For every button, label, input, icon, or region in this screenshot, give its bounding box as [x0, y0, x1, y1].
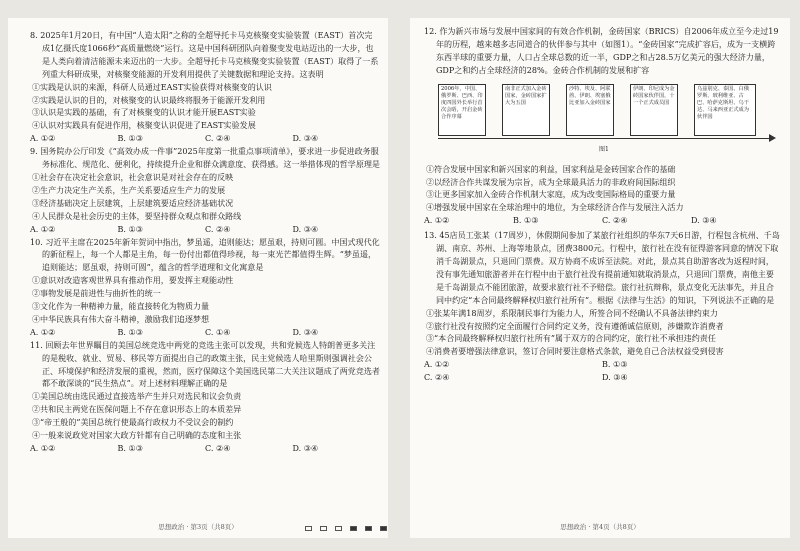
choice-b: B. ①③: [117, 134, 143, 144]
choice-b: B. ①③: [117, 444, 143, 453]
option-item: ④认识对实践具有促进作用，核聚变认识促进了EAST实验发展: [32, 121, 256, 131]
answer-choices: [424, 215, 780, 228]
option-item: ②事物发展是前进性与曲折性的统一: [32, 289, 161, 299]
option-item: ③“本合同最终解释权归旅行社所有”属于双方的合同约定，旅行社不承担违约责任: [426, 334, 716, 344]
timeline-box: 乌兹别克、泰国、白俄罗斯、玻利维亚、古巴、哈萨克斯坦、乌干达、马来西亚正式成为伙伴国: [694, 84, 756, 136]
choice-c: C. ②④: [205, 444, 231, 453]
option-item: ③认识是实践的基础，有了对核聚变的认识才能开展EAST实验: [32, 108, 256, 118]
option-item: ①意识对改造客观世界具有推动作用，要发挥主观能动性: [32, 276, 234, 286]
arrow-right-icon: [769, 134, 776, 142]
answer-choices: [30, 443, 380, 456]
option-item: ②以经济合作共谋发展为宗旨，成为全球最具活力的非政府间国际组织: [426, 177, 676, 187]
question-9: [30, 146, 380, 236]
option-item: ②共和民主两党在医保问题上不存在意识形态上的本质差异: [32, 405, 242, 415]
option-item: ④人民群众是社会历史的主体，要坚持群众观点和群众路线: [32, 211, 242, 221]
option-item: ①张某年满18周岁，系限制民事行为能力人，所签合同不经确认不具备法律约束力: [426, 308, 718, 318]
figure-label: 图1: [599, 145, 609, 153]
question-stem: 8. 2025年1月20日，有中国“人造太阳”之称的全超导托卡马克核聚变实验装置（EAST）首次完成1亿摄氏度1066秒“高质量燃烧”运行。这是中国科研团队向着聚变发电站迈出的一大步，也是人类向着清洁能源未来迈出的一大步。全超导托卡马克核聚变实验装置（EAST）取得了一系列重大科研成果，对核聚变能源的开发利用提供了关键数据和理论支持。这表明: [30, 31, 379, 79]
question-stem: 10. 习近平主席在2025年新年贺词中指出，梦虽遥，追则能达；愿虽艰，持则可圆。中国式现代化的新征程上，每一个人都是主角，每一份付出都值得珍视，每一束光芒都值得生辉。“梦虽遥，追则能达；愿虽艰，持则可圆”，蕴含的哲学道理和文化寓意是: [30, 237, 380, 273]
choice-d: D. ③④: [691, 216, 717, 226]
question-11: [30, 340, 380, 456]
option-item: ④中华民族具有伟大奋斗精神，激励我们追逐梦想: [32, 314, 210, 324]
option-item: ①实践是认识的来源，科研人员通过EAST实验获得对核聚变的认识: [32, 82, 272, 92]
choice-c: C. ②④: [205, 134, 231, 144]
option-item: ④一般来说政党对国家大政方针都有自己明确的态度和主张: [32, 431, 242, 441]
choice-d: D. ③④: [292, 327, 319, 337]
option-item: ④增强发展中国家在全球治理中的地位，为全球经济合作与发展注入活力: [426, 203, 684, 213]
choice-b: B. ①③: [117, 224, 143, 234]
choice-d: D. ③④: [602, 373, 628, 383]
question-stem: 9. 国务院办公厅印发《“高效办成一件事”2025年度第一批重点事项清单》，要求进一步促进政务服务标准化、规范化、便利化，持续提升企业和群众满意度、获得感。这一举措体现的哲学原理是: [30, 147, 380, 170]
choice-c: C. ②④: [602, 216, 628, 226]
option-item: ③让更多国家加入金砖合作机制大家庭，成为改变国际格局的重要力量: [426, 190, 676, 200]
choice-d: D. ③④: [292, 134, 319, 144]
option-item: ③文化作为一种精神力量，能直接转化为物质力量: [32, 302, 210, 312]
question-8: [30, 30, 380, 146]
answer-choices: [30, 224, 380, 237]
answer-choices: [30, 133, 380, 146]
choice-b: B. ①③: [117, 327, 143, 337]
option-item: ②实践是认识的目的，对核聚变的认识最终将服务于能源开发利用: [32, 95, 266, 105]
option-item: ②生产力决定生产关系，生产关系要适应生产力的发展: [32, 185, 226, 195]
page-dot: [365, 526, 372, 531]
answer-choices: [30, 327, 380, 340]
page-dot: [380, 526, 387, 531]
question-stem: 11. 回顾去年世界瞩目的美国总统竞选中两党的竞选主张可以发现，共和党候选人特朗普更多关注的是税收、就业、贸易、移民等方面提出自己的政策主张，民主党候选人哈里斯则强调社会公正、环境保护和经济发展的重视，然而，医疗保障这个美国选民第二大关注议题成了两党竞选者都不敢深谈的“民生热点”。对上述材料理解正确的是: [30, 340, 380, 389]
choice-a: A. ①②: [424, 360, 450, 370]
option-item: ③“帝王般的”美国总统行使最高行政权力不受议会的制约: [32, 418, 234, 428]
page-footer: 思想政治 · 第4页（共8页）: [560, 523, 640, 532]
choice-d: D. ③④: [292, 224, 319, 234]
choice-a: A. ①②: [30, 224, 56, 234]
choice-b: B. ①③: [602, 360, 628, 370]
page-dot: [350, 526, 357, 531]
choice-a: A. ①②: [30, 444, 56, 453]
timeline-axis: [438, 138, 770, 139]
timeline-box: 2006年，中国、俄罗斯、巴西、印度四国外长举行首次会晤，开启金砖合作序幕: [438, 84, 486, 136]
option-item: ①符合发展中国家和新兴国家的利益，国家利益是金砖国家合作的基础: [426, 164, 676, 174]
question-13: [424, 230, 780, 385]
option-item: ①美国总统由选民通过直接选举产生并只对选民和议会负责: [32, 392, 242, 402]
choice-a: A. ①②: [424, 216, 450, 226]
page-dot: [305, 526, 312, 531]
answer-choices: [424, 359, 780, 385]
question-12: [424, 26, 780, 228]
option-item: ②旅行社没有按照约定全面履行合同约定义务，没有遵循诚信原则，涉嫌欺诈消费者: [426, 321, 724, 331]
question-stem: 13. 45店员工张某（17周岁），休假期间参加了某旅行社组织的华东7天6日游，行程包含杭州、千岛湖、南京、苏州、上海等地景点，团费3800元。行程中，旅行社在没有征得游客同意的情况下取消千岛湖景点，只退回门票费。双方协商不成诉至法院。对此，景点其自助游客改为返程时间，没有事先通知旅游者并在行程中由于旅行社没有提前通知就取消景点，只退回门票费，南他主要是千岛湖景点不能团旅游，故要求旅行社不予赔偿。旅行社抗辩称，景点变化无法事先，并且合同中约定“本合同最终解释权归旅行社所有”。根据《法律与生活》的知识，下列说法不正确的是: [424, 231, 780, 305]
timeline-box: 伊朗、印尼成为金砖国家伙伴国，十一个正式成员国: [630, 84, 678, 136]
left-page: [8, 18, 388, 538]
choice-a: A. ①②: [30, 327, 56, 337]
question-stem: 12. 作为新兴市场与发展中国家间的有效合作机制，金砖国家（BRICS）自2006年成立至今走过19年的历程，越来越多志同道合的伙伴参与其中（如图1）。“金砖国家”完成扩容后，成为一支横跨东西半球的重要力量，人口占全球总数的近一半，GDP之和占28.5万亿美元的强大经济力量，GDP之和约占全球经济的28%。金砖合作机制的发展和扩容: [424, 27, 779, 75]
option-item: ④消费者要增强法律意识，签订合同时要注意格式条款，避免自己合法权益受到侵害: [426, 347, 724, 357]
choice-b: B. ①③: [513, 216, 539, 226]
timeline-box: 沙特、埃及、阿联酋、伊朗、埃塞俄比亚加入金砖国家: [566, 84, 614, 136]
option-item: ③经济基础决定上层建筑，上层建筑要适应经济基础状况: [32, 198, 234, 208]
right-page: [410, 18, 790, 538]
page-footer: 思想政治 · 第3页（共8页）: [158, 523, 238, 532]
page-navigation-dots: [305, 526, 387, 531]
page-dot: [320, 526, 327, 531]
choice-c: C. ②④: [424, 373, 450, 383]
question-10: [30, 237, 380, 340]
brics-timeline-diagram: [424, 80, 780, 160]
choice-a: A. ①②: [30, 134, 56, 144]
option-item: ①社会存在决定社会意识，社会意识是对社会存在的反映: [32, 172, 234, 182]
page-dot: [335, 526, 342, 531]
timeline-box: 南非正式加入金砖国家，金砖国家扩大为五国: [502, 84, 550, 136]
choice-c: C. ②④: [205, 224, 231, 234]
choice-c: C. ①④: [205, 327, 231, 337]
choice-d: D. ③④: [292, 444, 319, 453]
